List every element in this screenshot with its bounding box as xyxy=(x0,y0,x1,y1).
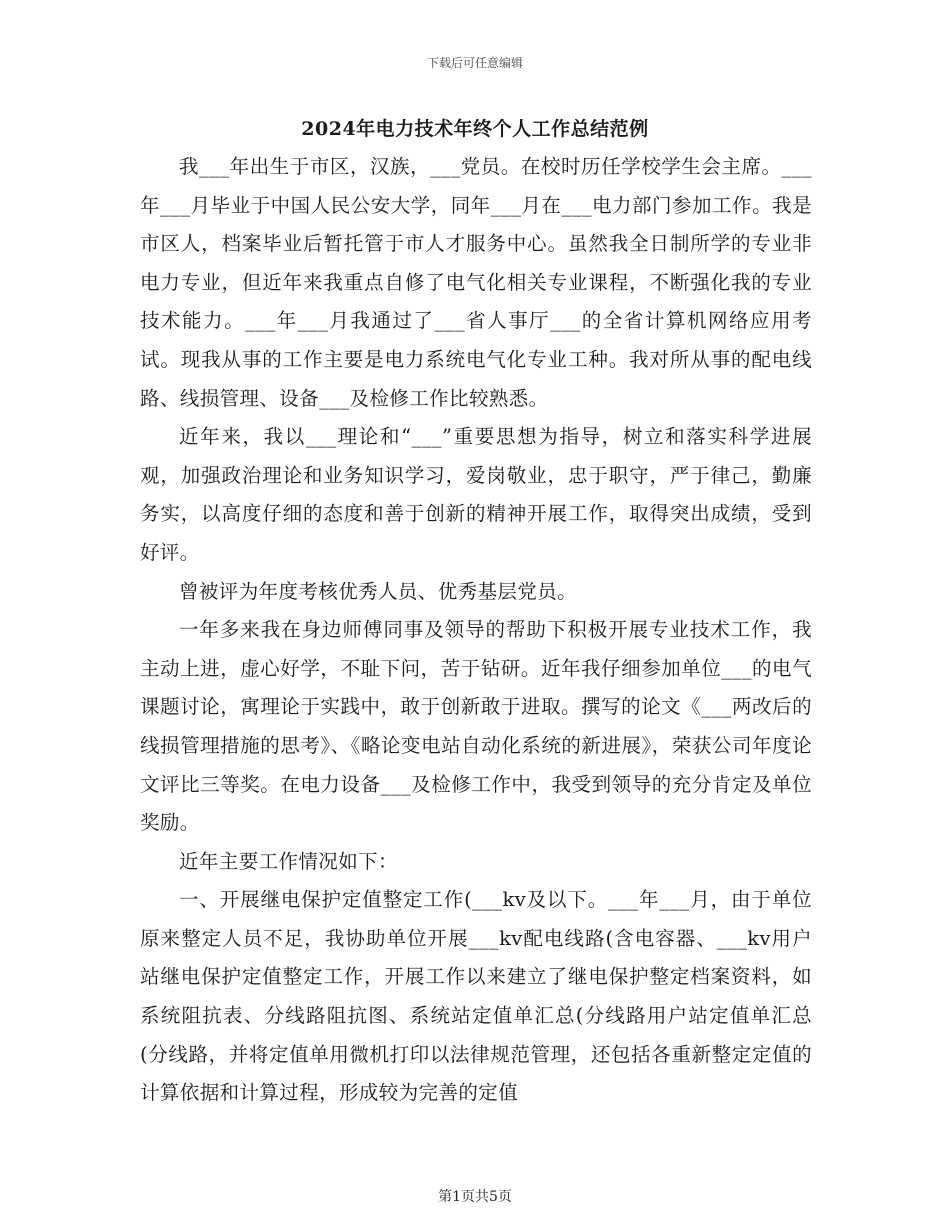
body-paragraph: 一年多来我在身边师傅同事及领导的帮助下积极开展专业技术工作，我主动上进，虚心好学，不耻下问，苦于钻研。近年我仔细参加单位___的电气课题讨论，寓理论于实践中，敢于创新敢于进取。撰写的论文《___两改后的线损管理措施的思考》、《略论变电站自动化系统的新进展》，荣获公司年度论文评比三等奖。在电力设备___及检修工作中，我受到领导的充分肯定及单位奖励。 xyxy=(140,618,812,835)
body-paragraph: 我___年出生于市区，汉族，___党员。在校时历任学校学生会主席。___年___月毕业于中国人民公安大学，同年___月在___电力部门参加工作。我是市区人，档案毕业后暂托管于市人才服务中心。虽然我全日制所学的专业非电力专业，但近年来我重点自修了电气化相关专业课程，不断强化我的专业技术能力。___年___月我通过了___省人事厅___的全省计算机网络应用考试。现我从事的工作主要是电力系统电气化专业工种。我对所从事的配电线路、线损管理、设备___及检修工作比较熟悉。 xyxy=(140,155,812,410)
document-title: 2024年电力技术年终个人工作总结范例 xyxy=(301,118,649,140)
page-number-footer: 第1页共5页 xyxy=(438,1189,512,1205)
page-header-note: 下载后可任意编辑 xyxy=(426,56,523,70)
body-paragraph: 一、开展继电保护定值整定工作(___kv及以下。___年___月，由于单位原来整定人员不足，我协助单位开展___kv配电线路(含电容器、___kv用户站继电保护定值整定工作，开展工作以来建立了继电保护整定档案资料，如系统阻抗表、分线路阻抗图、系统站定值单汇总(分线路用户站定值单汇总(分线路，并将定值单用微机打印以法律规范管理，还包括各重新整定定值的计算依据和计算过程，形成较为完善的定值 xyxy=(140,888,812,1105)
body-paragraph: 曾被评为年度考核优秀人员、优秀基层党员。 xyxy=(179,579,578,603)
document-body xyxy=(140,148,812,1113)
body-paragraph: 近年来，我以___理论和“___”重要思想为指导，树立和落实科学进展观，加强政治理论和业务知识学习，爱岗敬业，忠于职守，严于律己，勤廉务实，以高度仔细的态度和善于创新的精神开展工作，取得突出成绩，受到好评。 xyxy=(140,425,812,564)
body-paragraph: 近年主要工作情况如下： xyxy=(179,849,398,873)
